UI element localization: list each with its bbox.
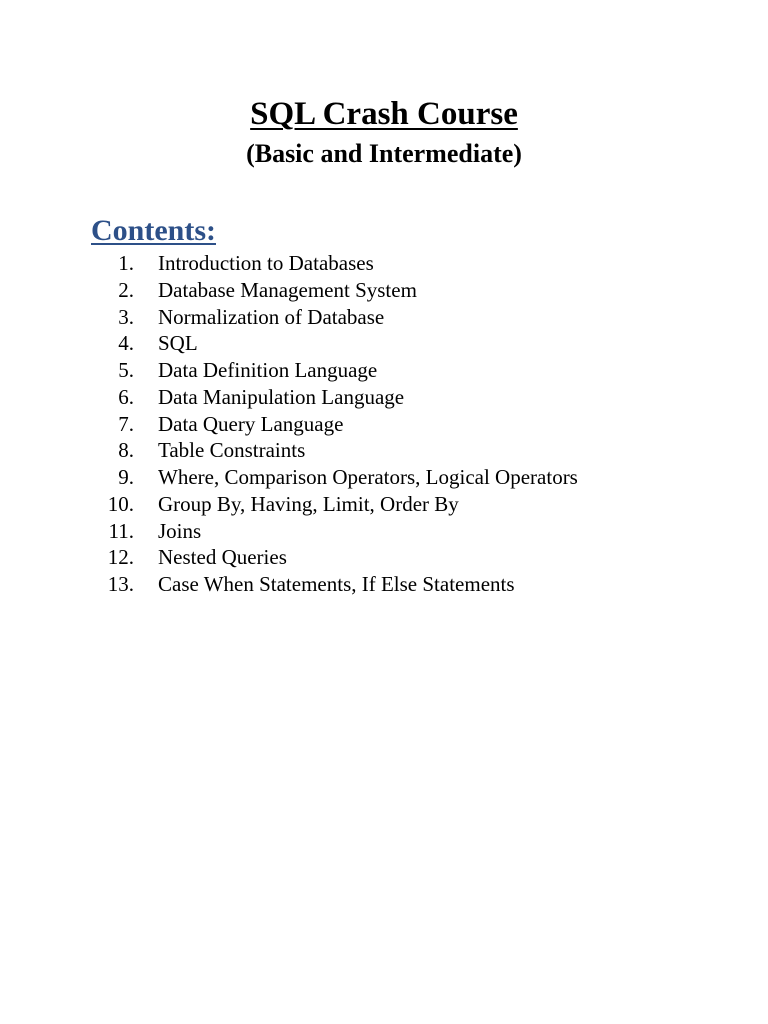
toc-item	[0, 464, 768, 491]
toc-item	[0, 544, 768, 571]
toc-item-text: Nested Queries	[158, 545, 287, 570]
toc-item-number: 11.	[108, 518, 134, 543]
toc-item-text: SQL	[158, 331, 198, 356]
contents-heading: Contents:	[91, 214, 216, 247]
toc-item-number: 10.	[107, 491, 134, 516]
toc-item	[0, 304, 768, 331]
toc-item	[0, 250, 768, 277]
toc-item	[0, 411, 768, 438]
toc-item-text: Where, Comparison Operators, Logical Operators	[158, 465, 578, 489]
toc-item-number: 3.	[118, 304, 134, 329]
toc-item-text: Data Query Language	[158, 411, 344, 436]
toc-item-text: Group By, Having, Limit, Order By	[158, 491, 459, 516]
toc-item-text: Case When Statements, If Else Statements	[158, 572, 515, 596]
table-of-contents	[0, 250, 768, 598]
document-subtitle: (Basic and Intermediate)	[246, 139, 522, 168]
toc-item-number: 12.	[107, 545, 134, 570]
toc-item-number: 1.	[118, 251, 134, 275]
toc-item-number: 5.	[118, 358, 134, 382]
toc-item-text: Data Definition Language	[158, 358, 378, 382]
toc-item-number: 9.	[118, 465, 134, 489]
toc-item-text: Normalization of Database	[158, 304, 385, 329]
toc-item-number: 8.	[118, 438, 134, 463]
toc-item	[0, 518, 768, 545]
toc-item-number: 13.	[107, 572, 134, 596]
toc-item-text: Joins	[158, 518, 202, 543]
toc-item	[0, 437, 768, 464]
toc-item-number: 7.	[118, 411, 134, 436]
toc-item	[0, 330, 768, 357]
toc-item-text: Introduction to Databases	[158, 251, 374, 275]
toc-item	[0, 491, 768, 518]
toc-item-text: Data Manipulation Language	[158, 384, 405, 409]
toc-item-number: 2.	[118, 277, 134, 302]
toc-item-text: Table Constraints	[158, 438, 306, 463]
toc-item-number: 4.	[118, 331, 134, 356]
toc-item	[0, 277, 768, 304]
document-title: SQL Crash Course	[250, 96, 518, 132]
toc-item	[0, 384, 768, 411]
toc-item	[0, 357, 768, 384]
toc-item	[0, 571, 768, 598]
toc-item-number: 6.	[118, 384, 134, 409]
toc-item-text: Database Management System	[158, 277, 417, 302]
